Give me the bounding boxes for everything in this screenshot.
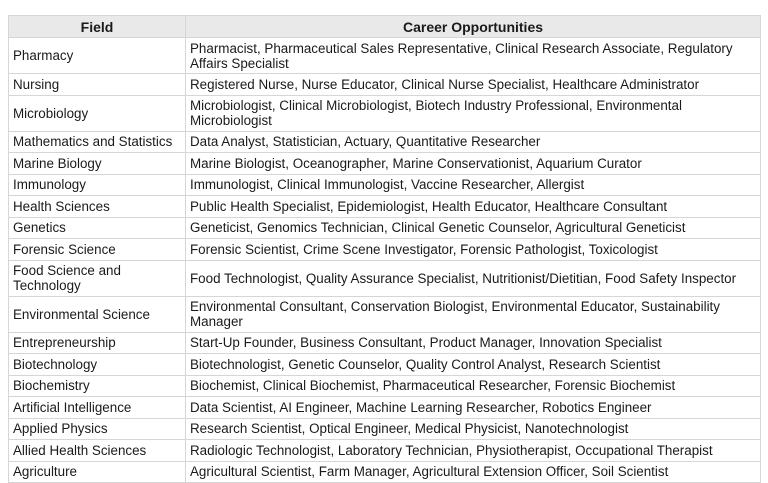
table-row xyxy=(9,196,761,218)
field-cell: Health Sciences xyxy=(9,196,186,218)
table-row xyxy=(9,95,761,131)
careers-cell: Forensic Scientist, Crime Scene Investigator, Forensic Pathologist, Toxicologist xyxy=(186,239,761,261)
field-cell: Forensic Science xyxy=(9,239,186,261)
table-row xyxy=(9,418,761,440)
table-body xyxy=(9,38,761,483)
career-table-container xyxy=(8,15,760,483)
header-career-opportunities: Career Opportunities xyxy=(186,16,761,38)
careers-cell: Marine Biologist, Oceanographer, Marine Conservationist, Aquarium Curator xyxy=(186,153,761,175)
careers-cell: Microbiologist, Clinical Microbiologist, Biotech Industry Professional, Environmental Microbiologist xyxy=(186,95,761,131)
table-row xyxy=(9,375,761,397)
careers-cell: Agricultural Scientist, Farm Manager, Agricultural Extension Officer, Soil Scientist xyxy=(186,461,761,483)
careers-cell: Food Technologist, Quality Assurance Specialist, Nutritionist/Dietitian, Food Safety Inspector xyxy=(186,260,761,296)
table-row xyxy=(9,440,761,462)
careers-cell: Biochemist, Clinical Biochemist, Pharmaceutical Researcher, Forensic Biochemist xyxy=(186,375,761,397)
careers-cell: Biotechnologist, Genetic Counselor, Quality Control Analyst, Research Scientist xyxy=(186,354,761,376)
table-row xyxy=(9,74,761,96)
table-row xyxy=(9,354,761,376)
careers-cell: Data Scientist, AI Engineer, Machine Learning Researcher, Robotics Engineer xyxy=(186,397,761,419)
table-row xyxy=(9,38,761,74)
careers-cell: Geneticist, Genomics Technician, Clinical Genetic Counselor, Agricultural Geneticist xyxy=(186,217,761,239)
field-cell: Food Science and Technology xyxy=(9,260,186,296)
field-cell: Agriculture xyxy=(9,461,186,483)
table-row xyxy=(9,332,761,354)
table-header xyxy=(9,16,761,38)
careers-cell: Registered Nurse, Nurse Educator, Clinical Nurse Specialist, Healthcare Administrator xyxy=(186,74,761,96)
careers-cell: Immunologist, Clinical Immunologist, Vaccine Researcher, Allergist xyxy=(186,174,761,196)
field-cell: Biotechnology xyxy=(9,354,186,376)
table-row xyxy=(9,131,761,153)
field-cell: Artificial Intelligence xyxy=(9,397,186,419)
career-table xyxy=(8,15,761,483)
table-row xyxy=(9,153,761,175)
careers-cell: Public Health Specialist, Epidemiologist, Health Educator, Healthcare Consultant xyxy=(186,196,761,218)
table-row xyxy=(9,217,761,239)
table-row xyxy=(9,397,761,419)
table-row xyxy=(9,296,761,332)
careers-cell: Data Analyst, Statistician, Actuary, Quantitative Researcher xyxy=(186,131,761,153)
table-row xyxy=(9,239,761,261)
careers-cell: Environmental Consultant, Conservation Biologist, Environmental Educator, Sustainability Manager xyxy=(186,296,761,332)
field-cell: Biochemistry xyxy=(9,375,186,397)
field-cell: Marine Biology xyxy=(9,153,186,175)
careers-cell: Start-Up Founder, Business Consultant, Product Manager, Innovation Specialist xyxy=(186,332,761,354)
field-cell: Microbiology xyxy=(9,95,186,131)
field-cell: Genetics xyxy=(9,217,186,239)
careers-cell: Radiologic Technologist, Laboratory Technician, Physiotherapist, Occupational Therapist xyxy=(186,440,761,462)
field-cell: Immunology xyxy=(9,174,186,196)
careers-cell: Research Scientist, Optical Engineer, Medical Physicist, Nanotechnologist xyxy=(186,418,761,440)
header-row xyxy=(9,16,761,38)
field-cell: Entrepreneurship xyxy=(9,332,186,354)
table-row xyxy=(9,260,761,296)
field-cell: Nursing xyxy=(9,74,186,96)
field-cell: Applied Physics xyxy=(9,418,186,440)
careers-cell: Pharmacist, Pharmaceutical Sales Representative, Clinical Research Associate, Regulatory Affairs Specialist xyxy=(186,38,761,74)
table-row xyxy=(9,461,761,483)
table-row xyxy=(9,174,761,196)
field-cell: Mathematics and Statistics xyxy=(9,131,186,153)
field-cell: Environmental Science xyxy=(9,296,186,332)
header-field: Field xyxy=(9,16,186,38)
field-cell: Pharmacy xyxy=(9,38,186,74)
field-cell: Allied Health Sciences xyxy=(9,440,186,462)
